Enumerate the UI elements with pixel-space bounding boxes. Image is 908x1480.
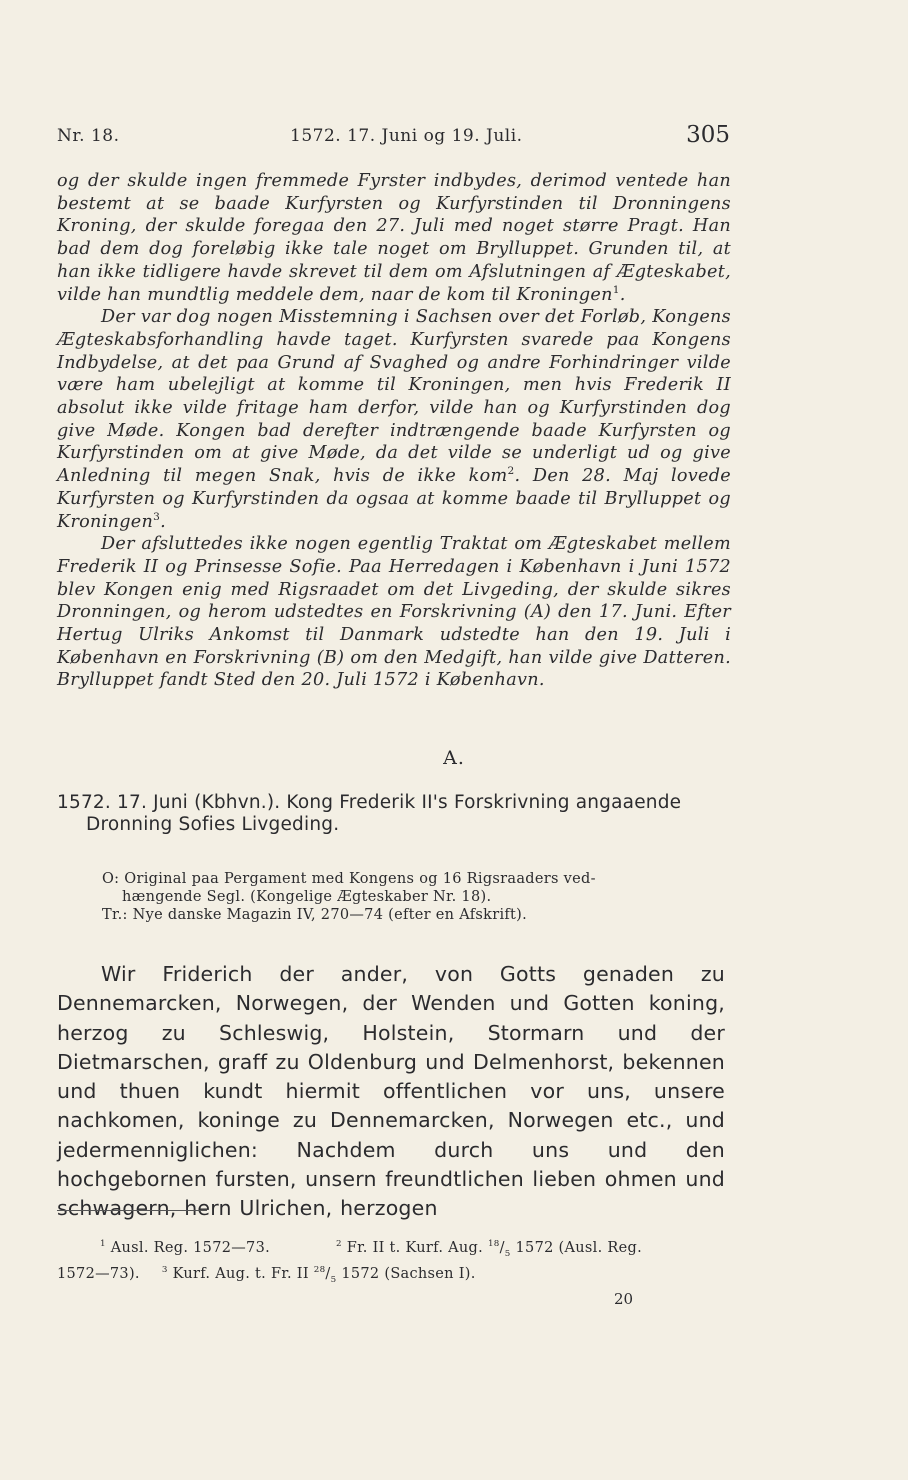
footnote-2-continuation: 1572—73). — [57, 1265, 140, 1282]
footnote-3-date-den: 5 — [330, 1274, 337, 1285]
intro-paragraph-3: Der afsluttedes ikke nogen egentlig Traktat om Ægteskabet mellem Frederik II og Prinsesse Sofie. Paa Herredagen i København i Juni 1572 blev Kongen enig med Rigsraadet om det Livgeding, der skulde sikres Dronningen, og herom udstedtes en Forskrivning (A) den 17. Juni. Efter Hertug Ulriks Ankomst til Danmark udstedte han den 19. Juli i København en Forskrivning (B) om den Medgift, han vilde give Datteren. Brylluppet fandt Sted den 20. Juli 1572 i København. — [57, 534, 731, 691]
page-number: 305 — [686, 122, 730, 148]
document-title-line-2: Dronning Sofies Livgeding. — [86, 814, 340, 835]
footnote-ref-1: 1 — [612, 283, 620, 296]
source-notes — [102, 870, 732, 924]
running-header — [57, 122, 730, 152]
footnote-line-1: $^1$ Ausl. Reg. 1572—73. $^2$ Fr. II t. Kurf. Aug. $^{18}/_5$ 1572 (Ausl. Reg. — [100, 1239, 642, 1259]
footnote-ref-2: 2 — [507, 465, 515, 478]
footnote-2-text-b: 1572 (Ausl. Reg. — [510, 1240, 642, 1256]
intro-paragraph-2 — [57, 306, 731, 533]
charter-paragraph: Wir Friderich der ander, von Gotts genaden zu Dennemarcken, Norwegen, der Wenden und Gotten koning, herzog zu Schleswig, Holstein, Stormarn und der Dietmarschen, graff zu Oldenburg und Delmenhorst, bekennen und thuen kundt hiermit offentlichen vor uns, unsere nachkomen, koninge zu Dennemarcken, Norwegen etc., und jedermenniglichen: Nachdem durch uns und den hochgebornen fursten, unsern freundtlichen lieben ohmen und schwagern, hern Ulrichen, herzogen — [57, 962, 725, 1221]
footnote-3-text-a: Kurf. Aug. t. Fr. II — [167, 1265, 314, 1282]
original-source-line-2: hængende Segl. (Kongelige Ægteskaber Nr. 18). — [122, 889, 492, 905]
footnote-2-text-a: Fr. II t. Kurf. Aug. — [341, 1240, 488, 1256]
document-title-line-1: 1572. 17. Juni (Kbhvn.). Kong Frederik II's Forskrivning angaaende — [57, 792, 682, 813]
intro-p2-text-b: . Den 28. Maj lovede Kurfyrsten og Kurfyrstinden da ogsaa at komme baade til Brylluppet og Kroningen — [57, 466, 732, 532]
intro-p2-end: . — [160, 511, 167, 532]
footnote-2-date-num: 18 — [487, 1239, 500, 1250]
document-title — [57, 792, 737, 836]
footnote-2-mark: 2 — [336, 1239, 342, 1250]
footnote-3-mark: 3 — [161, 1265, 168, 1276]
footnote-1-text: Ausl. Reg. 1572—73. — [105, 1240, 271, 1256]
intro-p1-text: og der skulde ingen fremmede Fyrster indbydes, derimod ventede han bestemt at se baade Kurfyrsten og Kurfyrstinden til Dronningens Kroning, der skulde foregaa den 27. Juli med noget større Pragt. Han bad dem dog foreløbig ikke tale noget om Brylluppet. Grunden til, at han ikke tidligere havde skrevet til dem om Afslutningen af Ægteskabet, vilde han mundtlig meddele dem, naar de kom til Kroningen — [57, 171, 731, 305]
footnote-ref-3: 3 — [153, 510, 161, 523]
footnote-line-2: 1572—73). $^3$ Kurf. Aug. t. Fr. II $^{28}/_5$ 1572 (Sachsen I). — [57, 1265, 476, 1285]
intro-p2-text-a: Der var dog nogen Misstemning i Sachsen over det Forløb, Kongens Ægteskabsforhandling havde taget. Kurfyrsten svarede paa Kongens Indbydelse, at det paa Grund af Svaghed og andre Forhindringer vilde være ham ubelejligt at komme til Kroningen, men hvis Frederik II absolut ikke vilde fritage ham derfor, vilde han og Kurfyrstinden dog give Møde. Kongen bad derefter indtrængende baade Kurfyrsten og Kurfyrstinden om at give Møde, da det vilde se underligt ud og give Anledning til megen Snak, hvis de ikke kom — [57, 307, 731, 487]
signature-mark: 20 — [614, 1290, 634, 1308]
transcript-source-line: Tr.: Nye danske Magazin IV, 270—74 (efter en Afskrift). — [102, 907, 528, 923]
intro-paragraph-1 — [57, 170, 731, 306]
footnote-3-date-num: 28 — [313, 1265, 326, 1276]
document-number: Nr. 18. — [57, 126, 120, 146]
footnote-3-text-b: 1572 (Sachsen I). — [336, 1265, 476, 1282]
charter-text — [57, 960, 725, 1224]
original-source-line-1: O: Original paa Pergament med Kongens og 16 Rigsraaders ved- — [102, 871, 596, 887]
intro-p1-end: . — [619, 284, 626, 305]
footnote-2-date-den: 5 — [504, 1248, 511, 1259]
section-heading: A. — [443, 747, 465, 769]
running-title: 1572. 17. Juni og 19. Juli. — [290, 126, 523, 146]
introduction-text — [57, 170, 731, 692]
footnotes — [57, 1238, 727, 1290]
footnote-1-mark: 1 — [100, 1239, 106, 1250]
footnote-divider — [57, 1210, 207, 1211]
